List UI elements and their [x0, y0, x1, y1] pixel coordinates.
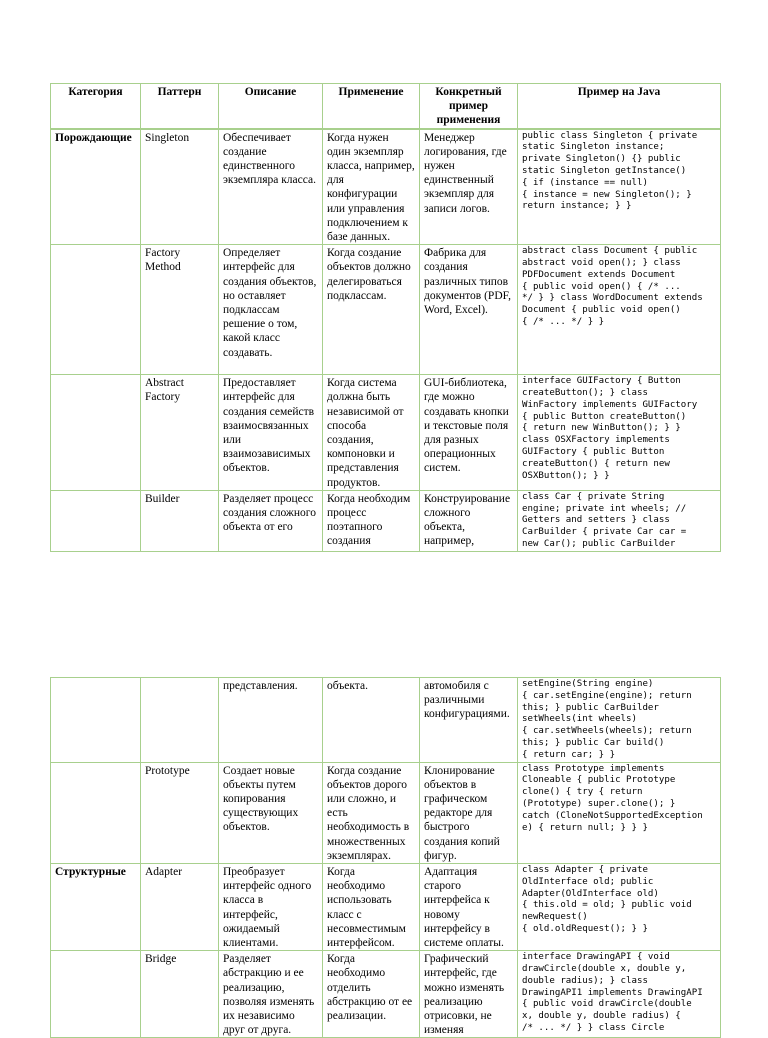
header-category: Категория	[51, 84, 141, 129]
header-java-example: Пример на Java	[518, 84, 721, 129]
java-code-cell	[518, 129, 721, 245]
description-cell: Разделяет процесс создания сложного объекта от его	[219, 490, 323, 551]
pattern-cell: Adapter	[141, 864, 219, 951]
table-row	[51, 490, 721, 551]
application-cell: объекта.	[323, 678, 420, 763]
pattern-cell: Prototype	[141, 762, 219, 863]
description-cell: Создает новые объекты путем копирования существующих объектов.	[219, 762, 323, 863]
table-row	[51, 762, 721, 863]
pattern-cell: Abstract Factory	[141, 375, 219, 491]
java-code-text: interface DrawingAPI { void drawCircle(double x, double y, double radius); } class DrawingAPI1 implements DrawingAPI { public void drawCircle(double x, double y, double radius) { /* ... */ } } class Circle	[522, 952, 703, 1033]
java-code-text: abstract class Document { public abstract void open(); } class PDFDocument extends Document { public void open() { /* ... */ } } class WordDocument extends Document { public void open() { /* ... */ } }	[522, 246, 703, 328]
table-row	[51, 129, 721, 245]
java-code-cell	[518, 762, 721, 863]
java-code-cell	[518, 951, 721, 1038]
table-row	[51, 951, 721, 1038]
header-description: Описание	[219, 84, 323, 129]
application-cell: Когда создание объектов дорого или сложно, и есть необходимость в множественных экземплярах.	[323, 762, 420, 863]
java-code-cell	[518, 490, 721, 551]
description-cell: Определяет интерфейс для создания объектов, но оставляет подклассам решение о том, какой класс создавать.	[219, 245, 323, 375]
application-cell: Когда создание объектов должно делегироваться подклассам.	[323, 245, 420, 375]
pattern-cell: Bridge	[141, 951, 219, 1038]
description-cell: Предоставляет интерфейс для создания семейств взаимосвязанных или взаимозависимых объектов.	[219, 375, 323, 491]
application-cell: Когда необходимо отделить абстракцию от ее реализации.	[323, 951, 420, 1038]
category-cell: Порождающие	[51, 129, 141, 245]
java-code-text: class Car { private String engine; private int wheels; // Getters and setters } class CarBuilder { private Car car = new Car(); public CarBuilder	[522, 491, 687, 550]
example-use-cell: автомобиля с различными конфигурациями.	[420, 678, 518, 763]
java-code-cell	[518, 375, 721, 491]
header-example-use: Конкретный пример применения	[420, 84, 518, 129]
category-cell	[51, 245, 141, 375]
category-cell	[51, 678, 141, 763]
table-row	[51, 245, 721, 375]
example-use-cell: Адаптация старого интерфейса к новому интерфейсу в системе оплаты.	[420, 864, 518, 951]
application-cell: Когда нужен один экземпляр класса, например, для конфигурации или управления подключением к базе данных.	[323, 129, 420, 245]
table-row	[51, 864, 721, 951]
table-row	[51, 678, 721, 763]
category-cell	[51, 951, 141, 1038]
category-cell: Структурные	[51, 864, 141, 951]
category-cell	[51, 375, 141, 491]
application-cell: Когда необходим процесс поэтапного создания	[323, 490, 420, 551]
example-use-cell: Менеджер логирования, где нужен единственный экземпляр для записи логов.	[420, 129, 518, 245]
example-use-cell: Клонирование объектов в графическом редакторе для быстрого создания копий фигур.	[420, 762, 518, 863]
java-code-text: class Adapter { private OldInterface old; public Adapter(OldInterface old) { this.old = old; } public void newRequest() { old.oldRequest(); } }	[522, 865, 692, 934]
table-row	[51, 375, 721, 491]
patterns-table-page2	[50, 677, 721, 1038]
example-use-cell: Конструирование сложного объекта, например,	[420, 490, 518, 551]
description-cell: Преобразует интерфейс одного класса в интерфейс, ожидаемый клиентами.	[219, 864, 323, 951]
description-cell: Разделяет абстракцию и ее реализацию, позволяя изменять их независимо друг от друга.	[219, 951, 323, 1038]
java-code-cell	[518, 864, 721, 951]
patterns-table-page1	[50, 83, 721, 552]
java-code-cell	[518, 245, 721, 375]
header-pattern: Паттерн	[141, 84, 219, 129]
application-cell: Когда необходимо использовать класс с несовместимым интерфейсом.	[323, 864, 420, 951]
category-cell	[51, 490, 141, 551]
application-cell: Когда система должна быть независимой от способа создания, компоновки и представления продуктов.	[323, 375, 420, 491]
java-code-cell	[518, 678, 721, 763]
pattern-cell	[141, 678, 219, 763]
java-code-text: public class Singleton { private static Singleton instance; private Singleton() {} public static Singleton getInstance() { if (instance == null) { instance = new Singleton(); } return instance; } }	[522, 130, 698, 212]
description-cell: представления.	[219, 678, 323, 763]
pattern-cell: Builder	[141, 490, 219, 551]
pattern-cell: Singleton	[141, 129, 219, 245]
example-use-cell: GUI-библиотека, где можно создавать кнопки и текстовые поля для разных операционных систем.	[420, 375, 518, 491]
table-header-row	[51, 84, 721, 129]
header-application: Применение	[323, 84, 420, 129]
example-use-cell: Графический интерфейс, где можно изменять реализацию отрисовки, не изменяя	[420, 951, 518, 1038]
category-cell	[51, 762, 141, 863]
example-use-cell: Фабрика для создания различных типов документов (PDF, Word, Excel).	[420, 245, 518, 375]
description-cell: Обеспечивает создание единственного экземпляра класса.	[219, 129, 323, 245]
java-code-text: setEngine(String engine) { car.setEngine(engine); return this; } public CarBuilder setWheels(int wheels) { car.setWheels(wheels); return this; } public Car build() { return car; } }	[522, 679, 692, 760]
pattern-cell: Factory Method	[141, 245, 219, 375]
java-code-text: class Prototype implements Cloneable { public Prototype clone() { try { return (Prototype) super.clone(); } catch (CloneNotSupportedException e) { return null; } } }	[522, 763, 703, 833]
java-code-text: interface GUIFactory { Button createButton(); } class WinFactory implements GUIFactory { public Button createButton() { return new WinButton(); } } class OSXFactory implements GUIFactory { public Button createButton() { return new OSXButton(); } }	[522, 376, 698, 481]
